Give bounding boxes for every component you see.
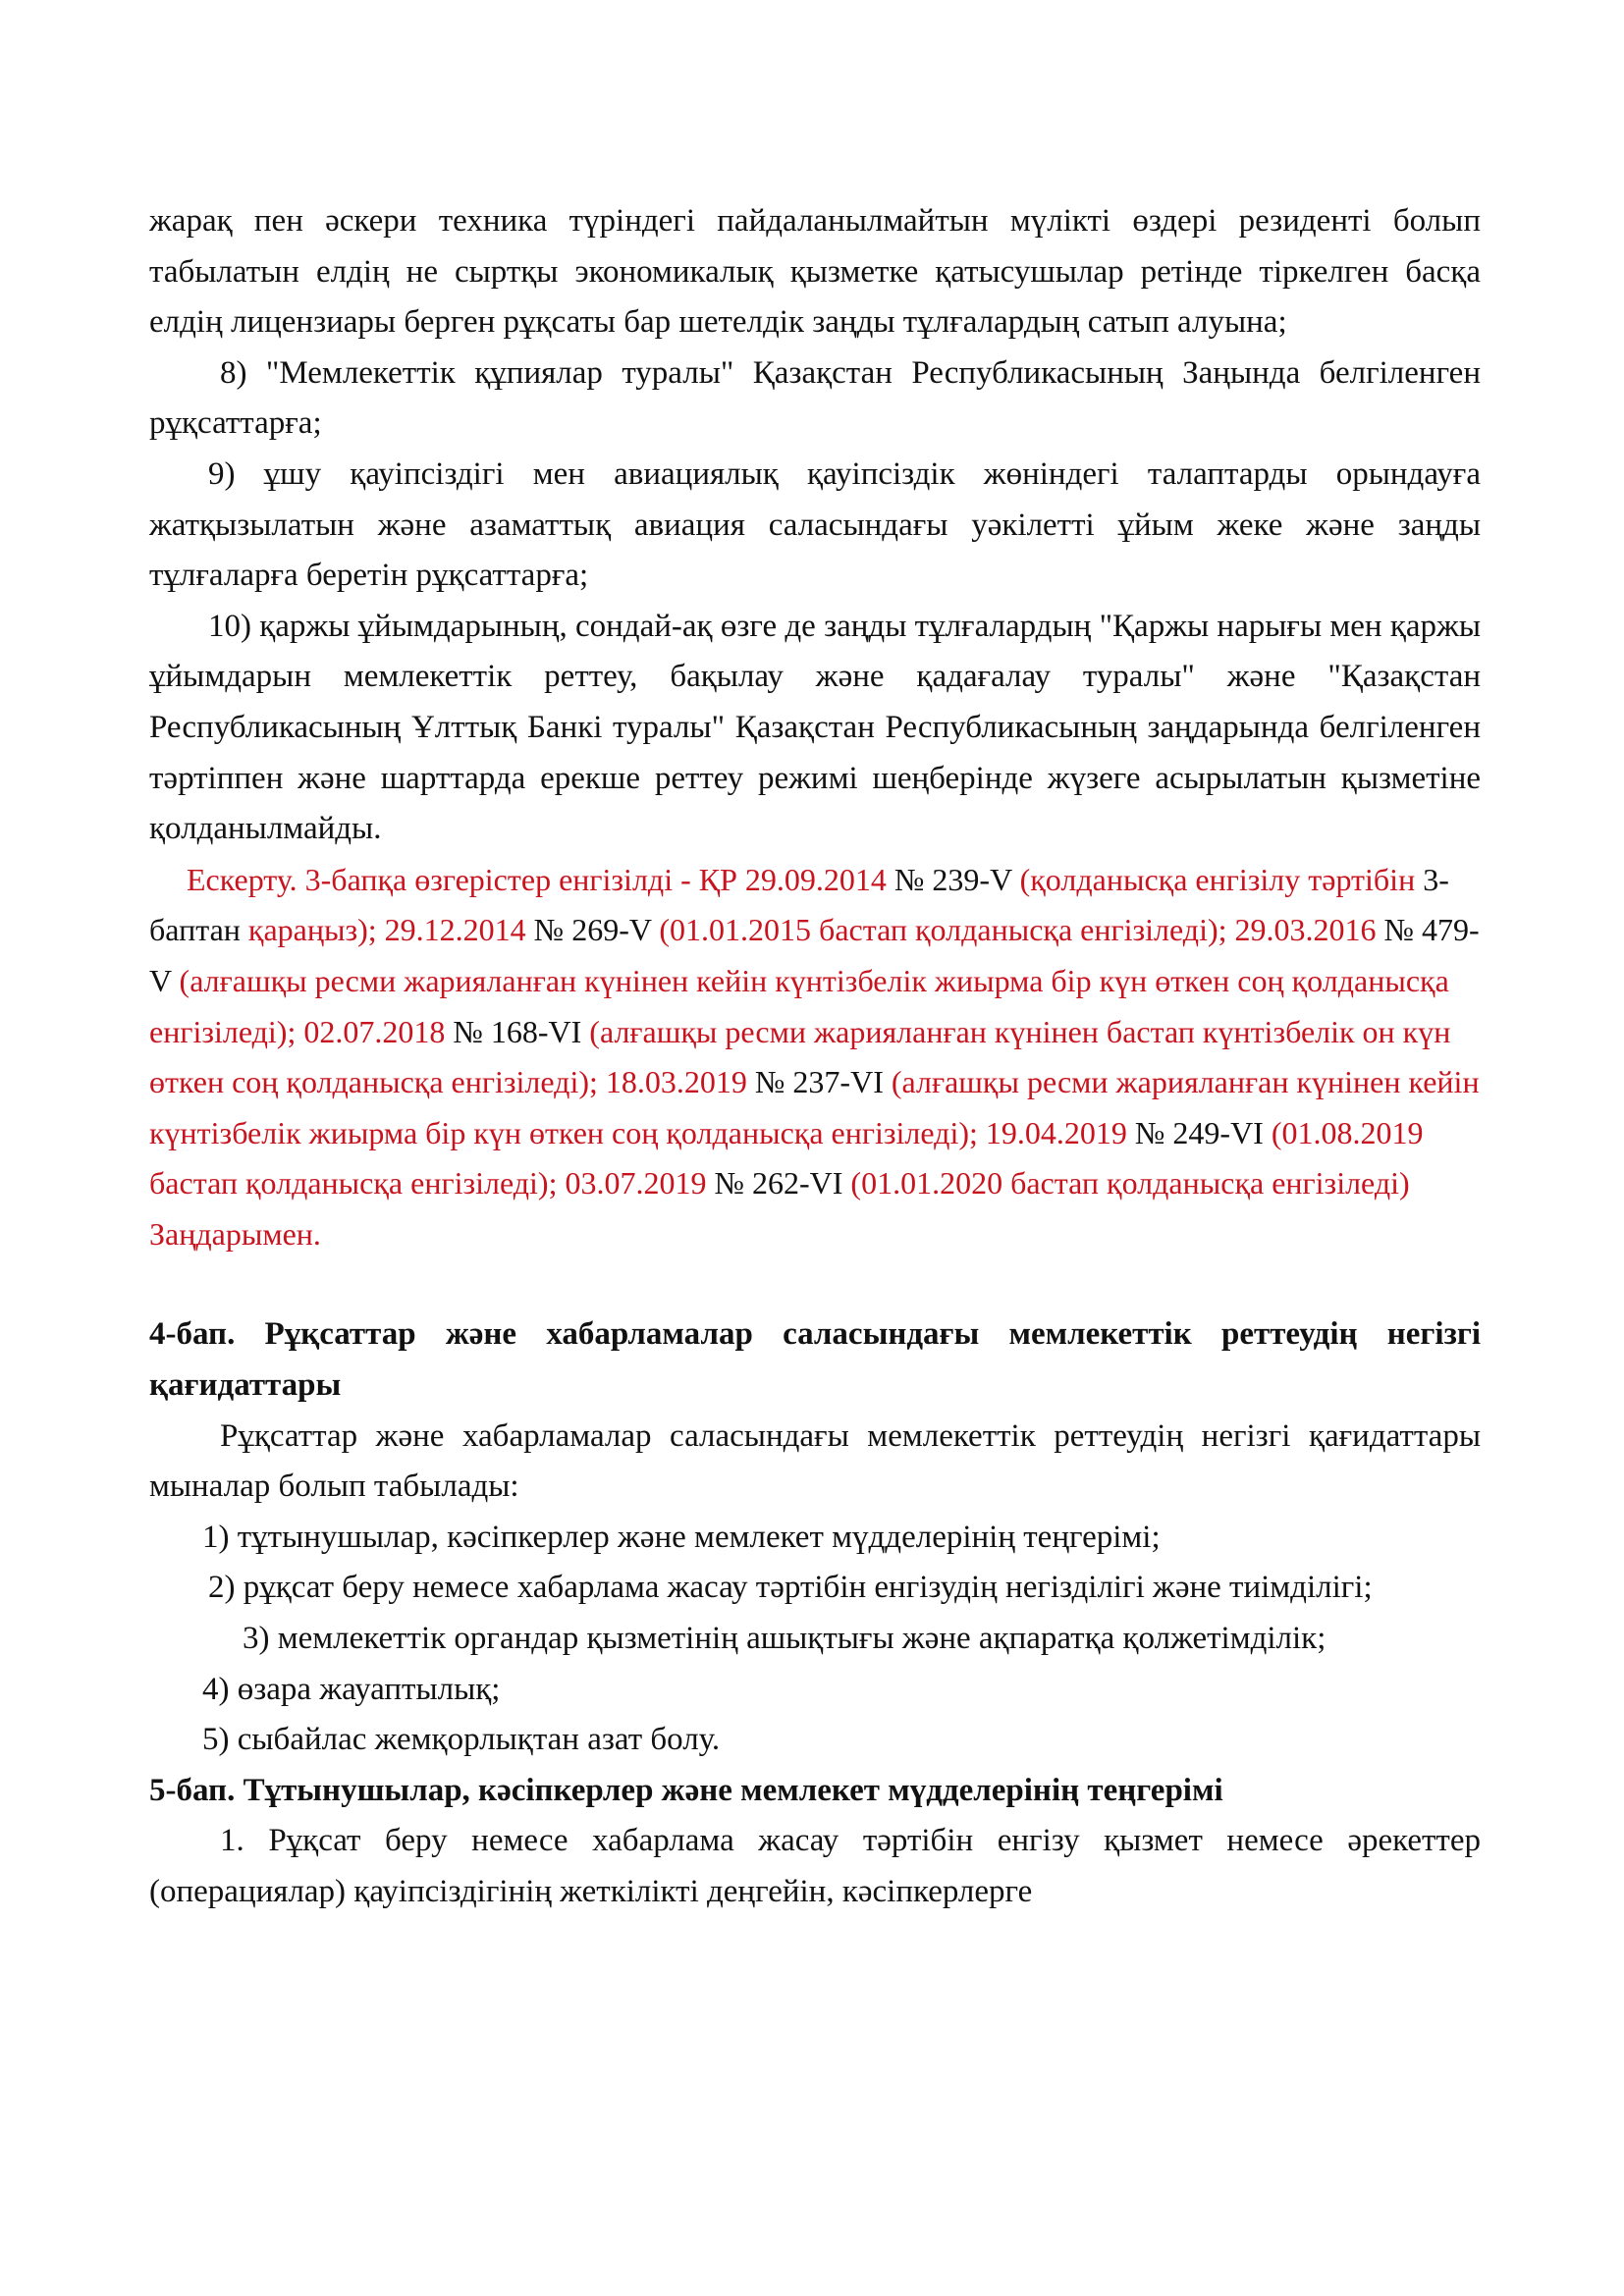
principle-item-4: 4) өзара жауаптылық;	[202, 1671, 501, 1707]
note-text-segment: Ескерту. 3-бапқа өзгерістер енгізілді - ҚР 29.09.2014	[187, 861, 894, 897]
law-number-reference: 3-баптан	[149, 861, 1449, 948]
document-page	[149, 196, 1481, 1918]
principle-item-1: 1) тұтынушылар, кәсіпкерлер және мемлекет мүдделерінің теңгерімі;	[202, 1519, 1161, 1555]
note-text-segment: (алғашқы ресми жарияланған күнінен бастап күнтізбелік он күн өткен соң қолданысқа енгізіледі); 18.03.2019	[149, 1013, 1451, 1100]
note-text-segment: (01.01.2020 бастап қолданысқа енгізіледі) Заңдарымен.	[149, 1165, 1410, 1252]
article-5-heading: 5-бап. Тұтынушылар, кәсіпкерлер және мемлекет мүдделерінің теңгерімі	[149, 1772, 1223, 1808]
note-text-segment: (қолданысқа енгізілу тәртібін	[1011, 861, 1424, 897]
law-number-reference: № 237-VI	[754, 1064, 884, 1100]
principle-item-5: 5) сыбайлас жемқорлықтан азат болу.	[202, 1722, 721, 1758]
amendment-note	[149, 855, 1481, 1260]
note-text-segment: қараңыз); 29.12.2014	[240, 912, 534, 948]
law-number-reference: № 249-VI	[1134, 1114, 1264, 1150]
list-item-10: 10) қаржы ұйымдарының, сондай-ақ өзге де заңды тұлғалардың "Қаржы нарығы мен қаржы ұйымдарын мемлекеттік реттеу, бақылау және қадағалау туралы" және "Қазақстан Республикасының Ұлттық Банкі туралы" Қазақстан Республикасының заңдарында белгіленген тәртіппен және шарттарда ерекше реттеу режимі шеңберінде жүзеге асырылатын қызметіне қолданылмайды.	[149, 608, 1481, 847]
principle-item-3: 3) мемлекеттік органдар қызметінің ашықтығы және ақпаратқа қолжетімділік;	[243, 1621, 1326, 1657]
article-5-paragraph-1: 1. Рұқсат беру немесе хабарлама жасау тәртібін енгізу қызмет немесе әрекеттер (операциялар) қауіпсіздігінің жеткілікті деңгейін, кәсіпкерлерге	[149, 1823, 1481, 1909]
law-number-reference: № 479-V	[149, 912, 1480, 998]
law-number-reference: № 168-VI	[453, 1013, 582, 1049]
note-text-segment: (01.01.2015 бастап қолданысқа енгізіледі); 29.03.2016	[651, 912, 1384, 948]
article-4-intro: Рұқсаттар және хабарламалар саласындағы мемлекеттік реттеудің негізгі қағидаттары мыналар болып табылады:	[149, 1417, 1481, 1505]
note-text-segment: (алғашқы ресми жарияланған күнінен кейін күнтізбелік жиырма бір күн өткен соң қолданысқа енгізіледі); 02.07.2018	[149, 962, 1449, 1049]
law-number-reference: № 262-VI	[714, 1165, 843, 1201]
law-number-reference: № 269-V	[533, 912, 652, 948]
spacer	[149, 1259, 1481, 1309]
law-number-reference: № 239-V	[893, 861, 1012, 897]
principle-item-2: 2) рұқсат беру немесе хабарлама жасау тәртібін енгізудің негізділігі және тиімділігі;	[208, 1570, 1373, 1606]
list-item-9: 9) ұшу қауіпсіздігі мен авиациялық қауіпсіздік жөніндегі талаптарды орындауға жатқызылатын және азаматтық авиация саласындағы уәкілетті ұйым жеке және заңды тұлғаларға беретін рұқсаттарға;	[149, 455, 1481, 594]
note-text-segment: (01.08.2019 бастап қолданысқа енгізіледі); 03.07.2019	[149, 1114, 1424, 1201]
paragraph-continuation: жарақ пен әскери техника түріндегі пайдаланылмайтын мүлікті өздері резиденті болып табылатын елдің не сыртқы экономикалық қызметке қатысушылар ретінде тіркелген басқа елдің лицензиары берген рұқсаты бар шетелдік заңды тұлғалардың сатып алуына;	[149, 203, 1481, 341]
note-text-segment: (алғашқы ресми жарияланған күнінен кейін күнтізбелік жиырма бір күн өткен соң қолданысқа енгізіледі); 19.04.2019	[149, 1064, 1480, 1150]
article-4-heading: 4-бап. Рұқсаттар және хабарламалар саласындағы мемлекеттік реттеудің негізгі қағидаттары	[149, 1316, 1481, 1404]
list-item-8: 8) "Мемлекеттік құпиялар туралы" Қазақстан Республикасының Заңында белгіленген рұқсаттарға;	[149, 354, 1481, 442]
